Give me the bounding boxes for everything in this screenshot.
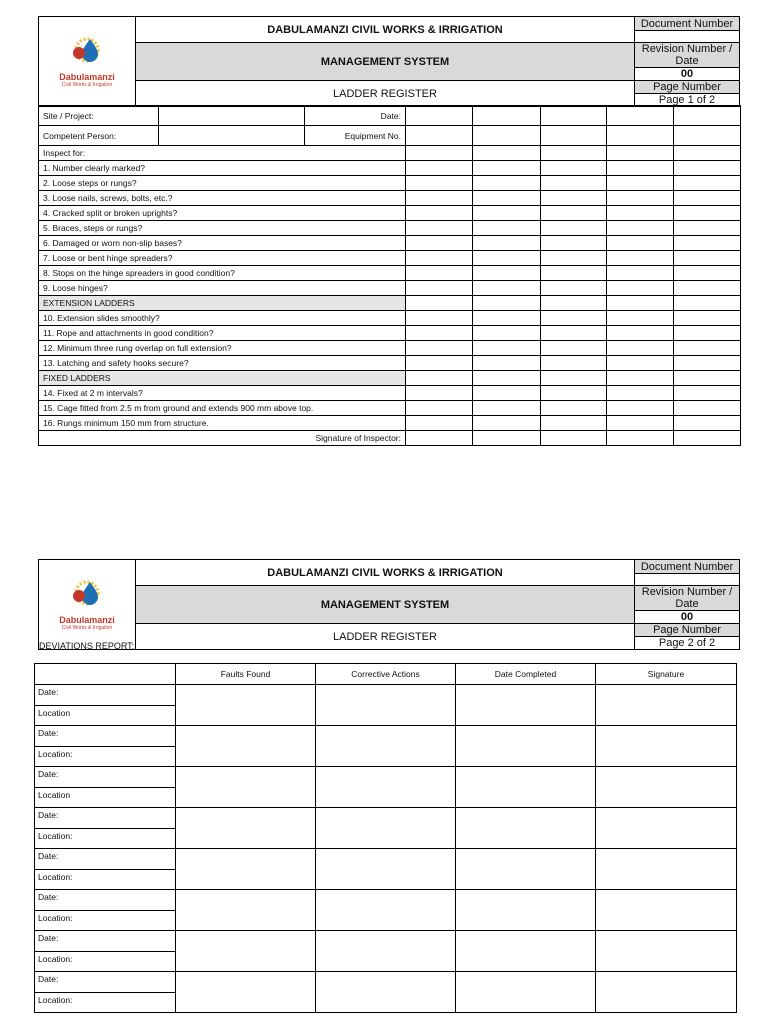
checklist-row	[39, 401, 741, 416]
header-page-1	[38, 16, 740, 107]
deviation-entry-cell[interactable]	[176, 972, 316, 1013]
inspection-item-label: 6. Damaged or worn non-slip bases?	[39, 236, 406, 251]
check-cell[interactable]	[607, 191, 674, 206]
deviation-location-label: Location	[35, 705, 176, 726]
logo-name: Dabulamanzi	[59, 72, 115, 82]
check-cell[interactable]	[607, 251, 674, 266]
page-number-label: Page Number	[635, 81, 740, 94]
equipment-no-label: Equipment No.	[305, 126, 406, 146]
logo-subtitle: Civil Works & Irrigation	[61, 625, 113, 631]
check-cell[interactable]	[473, 161, 541, 176]
extension-ladders-heading: EXTENSION LADDERS	[39, 296, 406, 311]
deviation-entry-cell[interactable]	[176, 767, 316, 808]
deviation-row	[35, 890, 737, 911]
check-cell[interactable]	[541, 251, 607, 266]
check-cell[interactable]	[473, 191, 541, 206]
inspect-for-label: Inspect for:	[39, 146, 406, 161]
deviation-row	[35, 931, 737, 952]
deviation-entry-cell[interactable]	[316, 685, 456, 726]
check-cell[interactable]	[406, 341, 473, 356]
checklist-row	[39, 341, 741, 356]
deviations-table	[34, 663, 737, 1013]
check-cell[interactable]	[473, 356, 541, 371]
check-cell[interactable]	[674, 266, 741, 281]
check-cell[interactable]	[674, 206, 741, 221]
checklist-row	[39, 281, 741, 296]
deviation-entry-cell[interactable]	[316, 808, 456, 849]
system-title: MANAGEMENT SYSTEM	[136, 43, 635, 81]
check-cell[interactable]	[541, 416, 607, 431]
logo-sun-drop-icon	[57, 578, 117, 612]
check-cell[interactable]	[406, 416, 473, 431]
check-cell[interactable]	[674, 341, 741, 356]
company-logo	[39, 17, 136, 107]
deviation-entry-cell[interactable]	[456, 767, 596, 808]
doc-number-value	[635, 574, 740, 586]
inspection-item-label: 5. Braces, steps or rungs?	[39, 221, 406, 236]
check-cell[interactable]	[473, 416, 541, 431]
equipment-field-1[interactable]	[406, 126, 473, 146]
deviation-row	[35, 972, 737, 993]
check-cell[interactable]	[541, 311, 607, 326]
deviation-row	[35, 808, 737, 829]
check-cell[interactable]	[406, 401, 473, 416]
check-cell[interactable]	[473, 281, 541, 296]
fixed-item-label: 15. Cage fitted from 2.5 m from ground and extends 900 mm above top.	[39, 401, 406, 416]
deviation-date-label: Date:	[35, 685, 176, 706]
deviations-report-title: DEVIATIONS REPORT:	[39, 641, 135, 651]
site-project-label: Site / Project:	[39, 106, 159, 126]
inspection-item-label: 8. Stops on the hinge spreaders in good condition?	[39, 266, 406, 281]
signature-field-3[interactable]	[541, 431, 607, 446]
extension-item-label: 11. Rope and attachments in good condition?	[39, 326, 406, 341]
deviation-entry-cell[interactable]	[596, 931, 737, 972]
deviation-date-label: Date:	[35, 767, 176, 788]
check-cell[interactable]	[541, 281, 607, 296]
equipment-field-5[interactable]	[674, 126, 741, 146]
checklist-row	[39, 236, 741, 251]
company-logo	[39, 560, 136, 650]
check-cell[interactable]	[406, 236, 473, 251]
check-cell[interactable]	[541, 161, 607, 176]
date-field-2[interactable]	[473, 106, 541, 126]
deviation-date-label: Date:	[35, 849, 176, 870]
check-cell[interactable]	[473, 311, 541, 326]
check-cell[interactable]	[541, 401, 607, 416]
site-project-field[interactable]	[159, 106, 305, 126]
revision-value: 00	[635, 611, 740, 624]
deviation-location-label: Location:	[35, 828, 176, 849]
check-cell[interactable]	[406, 386, 473, 401]
signature-field-4[interactable]	[607, 431, 674, 446]
date-label: Date:	[305, 106, 406, 126]
check-cell[interactable]	[674, 251, 741, 266]
column-header: Faults Found	[176, 664, 316, 685]
check-cell[interactable]	[674, 221, 741, 236]
blank-header-cell	[35, 664, 176, 685]
logo-subtitle: Civil Works & Irrigation	[61, 82, 113, 88]
deviation-entry-cell[interactable]	[456, 808, 596, 849]
check-cell[interactable]	[541, 176, 607, 191]
signature-inspector-label: Signature of Inspector:	[39, 431, 406, 446]
deviation-entry-cell[interactable]	[316, 890, 456, 931]
column-header: Signature	[596, 664, 737, 685]
check-cell[interactable]	[406, 161, 473, 176]
check-cell[interactable]	[674, 236, 741, 251]
deviation-entry-cell[interactable]	[176, 890, 316, 931]
deviation-location-label: Location:	[35, 951, 176, 972]
check-cell[interactable]	[541, 191, 607, 206]
inspection-item-label: 3. Loose nails, screws, bolts, etc.?	[39, 191, 406, 206]
column-header: Corrective Actions	[316, 664, 456, 685]
date-field-1[interactable]	[406, 106, 473, 126]
check-cell[interactable]	[473, 176, 541, 191]
deviation-entry-cell[interactable]	[596, 890, 737, 931]
check-cell[interactable]	[541, 236, 607, 251]
check-cell[interactable]	[674, 401, 741, 416]
check-cell[interactable]	[541, 326, 607, 341]
check-cell[interactable]	[674, 176, 741, 191]
check-cell[interactable]	[473, 236, 541, 251]
check-cell[interactable]	[541, 341, 607, 356]
checklist-row	[39, 416, 741, 431]
equipment-field-2[interactable]	[473, 126, 541, 146]
signature-field-1[interactable]	[406, 431, 473, 446]
deviation-entry-cell[interactable]	[176, 685, 316, 726]
check-cell[interactable]	[406, 176, 473, 191]
equipment-field-4[interactable]	[607, 126, 674, 146]
deviation-entry-cell[interactable]	[456, 849, 596, 890]
check-cell[interactable]	[541, 221, 607, 236]
deviation-entry-cell[interactable]	[456, 972, 596, 1013]
doc-number-label: Document Number	[635, 17, 740, 31]
checklist-row	[39, 191, 741, 206]
checklist-row	[39, 266, 741, 281]
check-cell[interactable]	[473, 401, 541, 416]
check-cell[interactable]	[406, 311, 473, 326]
check-cell[interactable]	[607, 311, 674, 326]
deviation-entry-cell[interactable]	[596, 685, 737, 726]
check-cell[interactable]	[406, 191, 473, 206]
check-cell[interactable]	[607, 386, 674, 401]
check-cell[interactable]	[674, 281, 741, 296]
check-cell[interactable]	[473, 341, 541, 356]
checklist-row	[39, 221, 741, 236]
deviation-entry-cell[interactable]	[596, 767, 737, 808]
deviation-entry-cell[interactable]	[456, 890, 596, 931]
column-header: Date Completed	[456, 664, 596, 685]
check-cell[interactable]	[541, 206, 607, 221]
competent-person-label: Competent Person:	[39, 126, 159, 146]
check-cell[interactable]	[607, 236, 674, 251]
check-cell[interactable]	[473, 206, 541, 221]
competent-person-field[interactable]	[159, 126, 305, 146]
deviation-entry-cell[interactable]	[176, 849, 316, 890]
company-title: DABULAMANZI CIVIL WORKS & IRRIGATION	[136, 560, 635, 586]
check-cell[interactable]	[473, 251, 541, 266]
check-cell[interactable]	[473, 221, 541, 236]
logo-sun-drop-icon	[57, 35, 117, 69]
deviation-entry-cell[interactable]	[176, 726, 316, 767]
check-cell[interactable]	[674, 386, 741, 401]
check-cell[interactable]	[406, 251, 473, 266]
revision-label: Revision Number / Date	[635, 586, 740, 611]
deviation-date-label: Date:	[35, 972, 176, 993]
page-number-value: Page 2 of 2	[635, 637, 740, 650]
check-cell[interactable]	[607, 206, 674, 221]
extension-item-label: 13. Latching and safety hooks secure?	[39, 356, 406, 371]
revision-label: Revision Number / Date	[635, 43, 740, 68]
fixed-item-label: 16. Rungs minimum 150 mm from structure.	[39, 416, 406, 431]
deviation-row	[35, 767, 737, 788]
check-cell[interactable]	[473, 266, 541, 281]
date-field-3[interactable]	[541, 106, 607, 126]
deviation-location-label: Location:	[35, 746, 176, 767]
check-cell[interactable]	[406, 326, 473, 341]
check-cell[interactable]	[473, 386, 541, 401]
check-cell[interactable]	[541, 266, 607, 281]
checklist-row	[39, 176, 741, 191]
check-cell[interactable]	[607, 326, 674, 341]
checklist-row	[39, 356, 741, 371]
signature-field-5[interactable]	[674, 431, 741, 446]
check-cell[interactable]	[406, 206, 473, 221]
inspection-item-label: 1. Number clearly marked?	[39, 161, 406, 176]
logo-name: Dabulamanzi	[59, 615, 115, 625]
deviation-entry-cell[interactable]	[316, 849, 456, 890]
check-cell[interactable]	[607, 416, 674, 431]
check-cell[interactable]	[674, 161, 741, 176]
extension-item-label: 10. Extension slides smoothly?	[39, 311, 406, 326]
checklist-row	[39, 206, 741, 221]
revision-value: 00	[635, 68, 740, 81]
check-cell[interactable]	[406, 281, 473, 296]
deviation-row	[35, 726, 737, 747]
doc-number-value	[635, 31, 740, 43]
inspection-item-label: 9. Loose hinges?	[39, 281, 406, 296]
deviation-location-label: Location:	[35, 869, 176, 890]
deviation-entry-cell[interactable]	[456, 726, 596, 767]
check-cell[interactable]	[541, 386, 607, 401]
deviation-entry-cell[interactable]	[596, 808, 737, 849]
register-title: LADDER REGISTER	[136, 81, 635, 107]
deviation-row	[35, 685, 737, 706]
checklist-row	[39, 161, 741, 176]
system-title: MANAGEMENT SYSTEM	[136, 586, 635, 624]
deviation-location-label: Location:	[35, 910, 176, 931]
equipment-field-3[interactable]	[541, 126, 607, 146]
deviation-entry-cell[interactable]	[316, 726, 456, 767]
fixed-item-label: 14. Fixed at 2 m intervals?	[39, 386, 406, 401]
check-cell[interactable]	[541, 356, 607, 371]
check-cell[interactable]	[607, 281, 674, 296]
checklist-row	[39, 326, 741, 341]
deviation-entry-cell[interactable]	[176, 931, 316, 972]
deviation-date-label: Date:	[35, 726, 176, 747]
check-cell[interactable]	[674, 356, 741, 371]
checklist-row	[39, 386, 741, 401]
deviation-entry-cell[interactable]	[456, 931, 596, 972]
check-cell[interactable]	[607, 266, 674, 281]
inspection-item-label: 7. Loose or bent hinge spreaders?	[39, 251, 406, 266]
deviation-entry-cell[interactable]	[456, 685, 596, 726]
extension-item-label: 12. Minimum three rung overlap on full extension?	[39, 341, 406, 356]
deviation-entry-cell[interactable]	[316, 931, 456, 972]
check-cell[interactable]	[674, 326, 741, 341]
check-cell[interactable]	[607, 401, 674, 416]
inspection-table	[38, 105, 741, 446]
deviation-entry-cell[interactable]	[176, 808, 316, 849]
deviation-date-label: Date:	[35, 890, 176, 911]
check-cell[interactable]	[607, 161, 674, 176]
check-cell[interactable]	[674, 416, 741, 431]
check-cell[interactable]	[406, 221, 473, 236]
deviation-entry-cell[interactable]	[316, 767, 456, 808]
check-cell[interactable]	[406, 356, 473, 371]
check-cell[interactable]	[674, 191, 741, 206]
check-cell[interactable]	[607, 176, 674, 191]
check-cell[interactable]	[607, 221, 674, 236]
date-field-4[interactable]	[607, 106, 674, 126]
check-cell[interactable]	[607, 356, 674, 371]
page-number-value: Page 1 of 2	[635, 94, 740, 107]
deviation-location-label: Location	[35, 787, 176, 808]
check-cell[interactable]	[607, 341, 674, 356]
doc-number-label: Document Number	[635, 560, 740, 574]
checklist-row	[39, 251, 741, 266]
inspection-item-label: 4. Cracked split or broken uprights?	[39, 206, 406, 221]
checklist-row	[39, 311, 741, 326]
deviation-row	[35, 849, 737, 870]
deviation-date-label: Date:	[35, 931, 176, 952]
check-cell[interactable]	[473, 326, 541, 341]
check-cell[interactable]	[674, 311, 741, 326]
deviation-location-label: Location:	[35, 992, 176, 1013]
deviation-entry-cell[interactable]	[596, 726, 737, 767]
company-title: DABULAMANZI CIVIL WORKS & IRRIGATION	[136, 17, 635, 43]
fixed-ladders-heading: FIXED LADDERS	[39, 371, 406, 386]
register-title: LADDER REGISTER	[136, 624, 635, 650]
deviation-entry-cell[interactable]	[316, 972, 456, 1013]
date-field-5[interactable]	[674, 106, 741, 126]
inspection-item-label: 2. Loose steps or rungs?	[39, 176, 406, 191]
page-number-label: Page Number	[635, 624, 740, 637]
deviation-entry-cell[interactable]	[596, 849, 737, 890]
signature-field-2[interactable]	[473, 431, 541, 446]
deviation-date-label: Date:	[35, 808, 176, 829]
check-cell[interactable]	[406, 266, 473, 281]
header-page-2	[38, 559, 740, 650]
deviation-entry-cell[interactable]	[596, 972, 737, 1013]
